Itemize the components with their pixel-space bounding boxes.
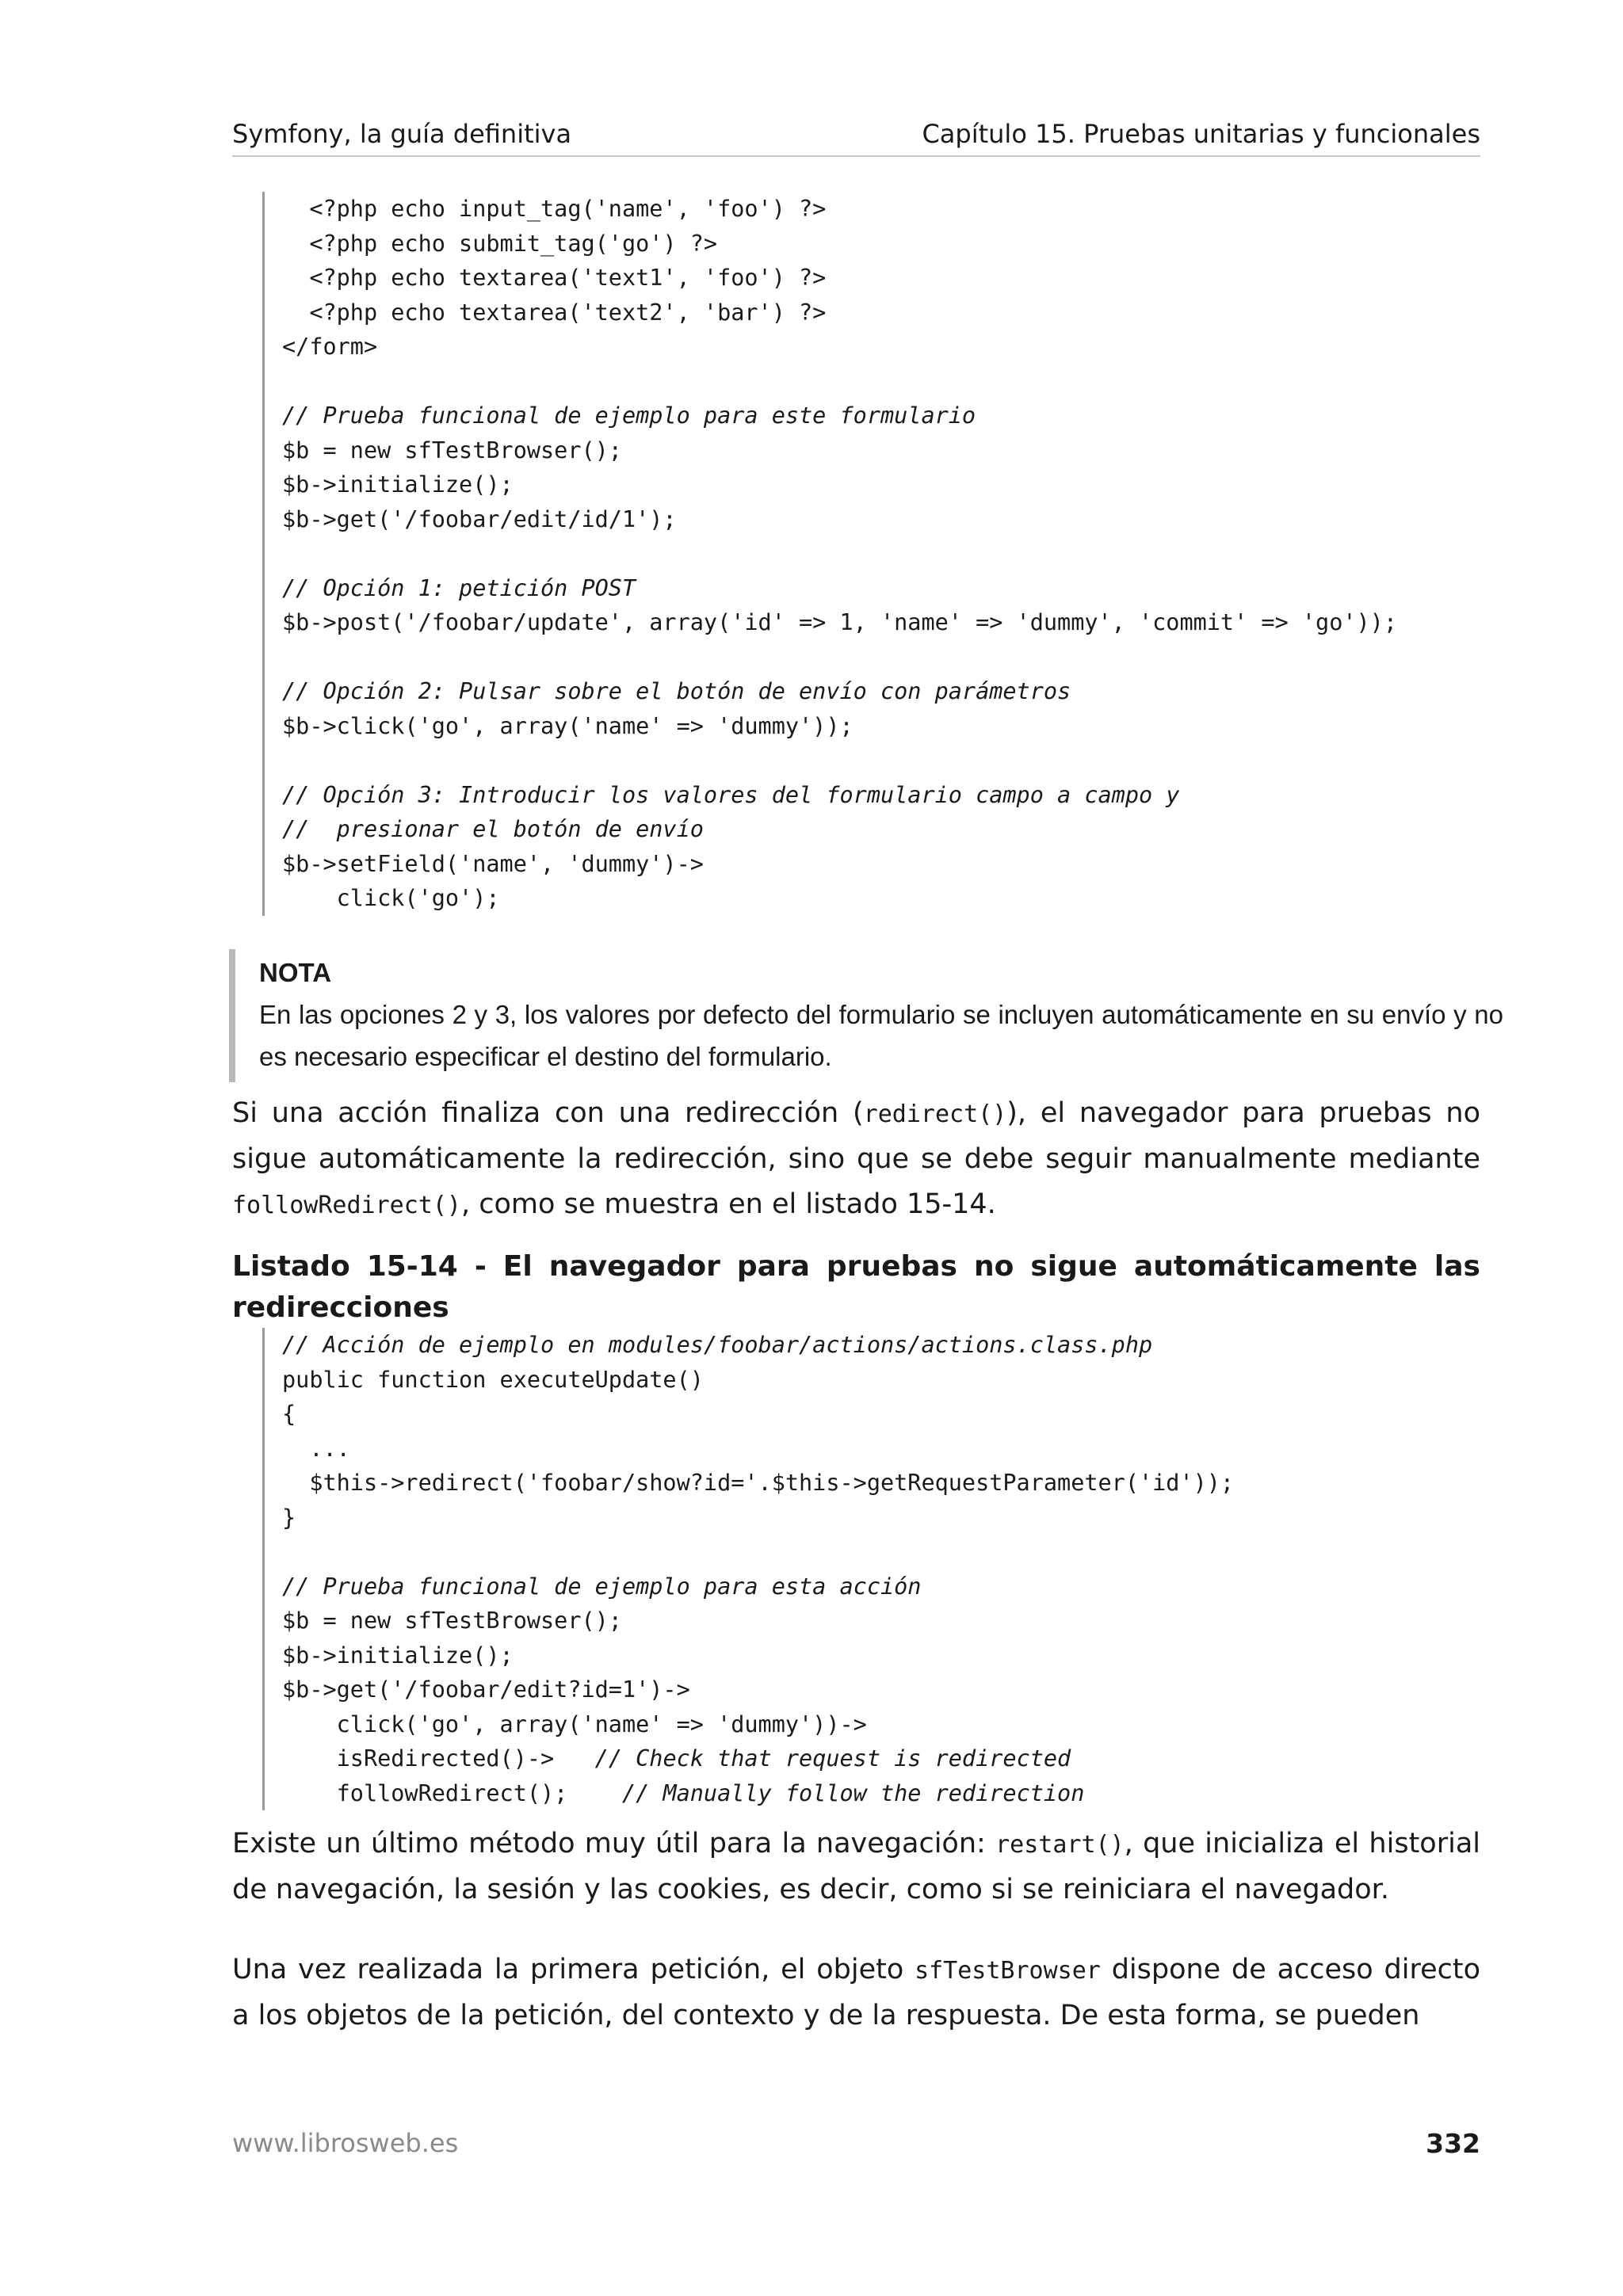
paragraph-text: Una vez realizada la primera petición, el objeto — [232, 1954, 915, 1985]
code-comment: // Check that request is redirected — [594, 1745, 1071, 1772]
paragraph-text: Existe un último método muy útil para la navegación: — [232, 1828, 996, 1859]
code-line: // Opción 1: petición POST — [282, 574, 636, 601]
code-line — [282, 743, 1397, 778]
code-line — [282, 1535, 1234, 1569]
footer-website: www.librosweb.es — [232, 2128, 459, 2158]
code-block-redirect-test — [262, 1328, 1234, 1810]
code-line: { — [282, 1401, 296, 1427]
running-header — [232, 119, 1480, 157]
code-line — [282, 1776, 1234, 1811]
paragraph-text: , que inicializa el historial de navegación, la sesión y las cookies, es decir, como si se reiniciara el navegador. — [232, 1828, 1480, 1905]
inline-code: redirect() — [863, 1100, 1007, 1128]
code-line: $b->get('/foobar/edit/id/1'); — [282, 505, 677, 532]
inline-code: followRedirect() — [232, 1192, 461, 1219]
inline-code: restart() — [995, 1831, 1125, 1859]
code-line: <?php echo textarea('text1', 'foo') ?> — [282, 265, 827, 291]
code-line: $b->click('go', array('name' => 'dummy')); — [282, 712, 854, 739]
code-line: ... — [282, 1435, 350, 1462]
code-line: <?php echo textarea('text2', 'bar') ?> — [282, 299, 827, 326]
code-line: // Opción 2: Pulsar sobre el botón de envío con parámetros — [282, 678, 1071, 704]
code-line: </form> — [282, 334, 378, 360]
code-line: // Prueba funcional de ejemplo para este formulario — [282, 402, 976, 429]
code-line: public function executeUpdate() — [282, 1366, 704, 1393]
paragraph-restart — [232, 1821, 1480, 1913]
paragraph-sftestbrowser — [232, 1947, 1480, 2039]
code-segment: followRedirect(); — [282, 1779, 622, 1806]
chapter-title: Capítulo 15. Pruebas unitarias y funcionales — [922, 119, 1480, 149]
code-comment: // Manually follow the redirection — [621, 1779, 1085, 1806]
code-line — [282, 640, 1397, 675]
code-line: $b->initialize(); — [282, 471, 514, 498]
code-line: // presionar el botón de envío — [282, 816, 704, 842]
note-box — [229, 949, 1503, 1082]
paragraph-redirect — [232, 1091, 1480, 1228]
code-line: <?php echo input_tag('name', 'foo') ?> — [282, 196, 827, 222]
code-line: // Opción 3: Introducir los valores del formulario campo a campo y — [282, 781, 1180, 808]
paragraph-text: , como se muestra en el listado 15-14. — [460, 1188, 996, 1220]
code-line: // Acción de ejemplo en modules/foobar/actions/actions.class.php — [282, 1332, 1153, 1358]
code-line: $b->initialize(); — [282, 1642, 514, 1669]
paragraph-text: Si una acción finaliza con una redirección ( — [232, 1097, 864, 1129]
code-line: $this->redirect('foobar/show?id='.$this->getRequestParameter('id')); — [282, 1470, 1235, 1496]
paragraph-text: dispone de acceso directo a los objetos de la petición, del contexto y de la respuesta. De esta forma, se pueden — [232, 1954, 1480, 2031]
code-line: $b = new sfTestBrowser(); — [282, 437, 622, 463]
code-line: click('go', array('name' => 'dummy'))-> — [282, 1711, 867, 1737]
code-line — [282, 536, 1397, 571]
code-line: <?php echo submit_tag('go') ?> — [282, 230, 718, 257]
code-line: $b = new sfTestBrowser(); — [282, 1608, 622, 1634]
code-line — [282, 364, 1397, 399]
code-block-form-test — [262, 192, 1397, 916]
code-segment: isRedirected()-> — [282, 1745, 595, 1772]
code-line: $b->get('/foobar/edit?id=1')-> — [282, 1676, 690, 1703]
note-title: NOTA — [259, 958, 332, 987]
page-number: 332 — [1426, 2128, 1480, 2159]
paragraph-text: ), el navegador para pruebas no sigue automáticamente la redirección, sino que se debe seguir manualmente mediante — [232, 1097, 1481, 1175]
inline-code: sfTestBrowser — [915, 1957, 1101, 1985]
code-line: // Prueba funcional de ejemplo para esta acción — [282, 1573, 922, 1600]
listing-title: Listado 15-14 - El navegador para pruebas no sigue automáticamente las redirecciones — [232, 1250, 1480, 1324]
book-title: Symfony, la guía definitiva — [232, 119, 572, 149]
code-line: $b->setField('name', 'dummy')-> — [282, 850, 704, 877]
code-line: } — [282, 1504, 296, 1531]
code-line — [282, 1741, 1234, 1776]
note-body: En las opciones 2 y 3, los valores por defecto del formulario se incluyen automáticamente en su envío y no es necesario especificar el destino del formulario. — [259, 1000, 1503, 1071]
code-line: click('go'); — [282, 885, 500, 911]
code-line: $b->post('/foobar/update', array('id' => 1, 'name' => 'dummy', 'commit' => 'go')); — [282, 609, 1397, 635]
